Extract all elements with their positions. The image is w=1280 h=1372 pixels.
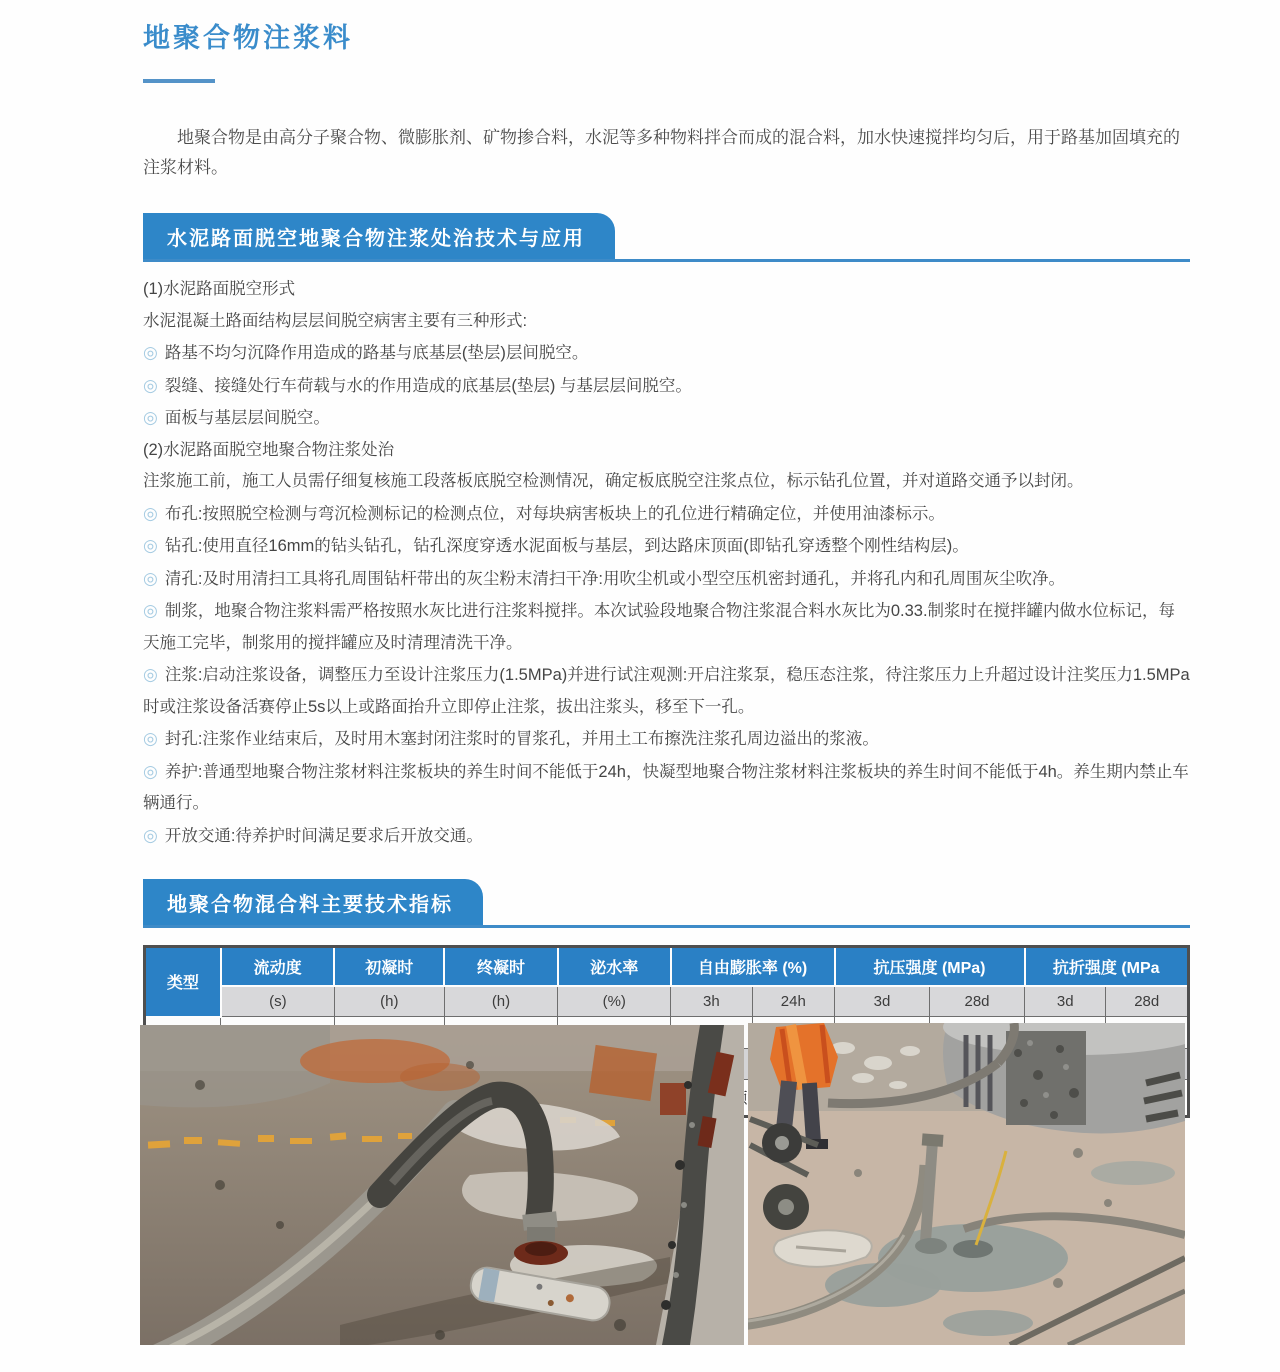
subheader-cell: 28d [930, 986, 1025, 1017]
subheader-cell: (s) [221, 986, 335, 1017]
bullet-line: ◎ 面板与基层层间脱空。 [143, 408, 330, 427]
bullet-line: ◎ 开放交通:待养护时间满足要求后开放交通。 [143, 825, 483, 845]
ring-bullet-icon: ◎ [143, 408, 158, 427]
header-cell: 抗折强度 (MPa [1025, 947, 1189, 987]
bullet-line: ◎ 布孔:按照脱空检测与弯沉检测标记的检测点位，对每块病害板块上的孔位进行精确定位，并使用油漆标示。 [143, 503, 945, 523]
table-header-row-top [145, 947, 1189, 987]
header-cell: 自由膨胀率 (%) [671, 947, 835, 987]
title-underline-dash [143, 79, 215, 83]
header-cell: 抗压强度 (MPa) [835, 947, 1025, 987]
header-cell: 初凝时 [334, 947, 444, 987]
bullet-line: ◎ 钻孔:使用直径16mm的钻头钻孔，钻孔深度穿透水泥面板与基层，到达路床顶面(即钻孔穿透整个刚性结构层)。 [143, 536, 969, 555]
bullet-line: ◎ 养护:普通型地聚合物注浆材料注浆板块的养生时间不能低于24h，快凝型地聚合物注浆材料注浆板块的养生时间不能低于4h。养生期内禁止车辆通行。 [143, 761, 1189, 812]
ring-bullet-icon: ◎ [143, 343, 158, 362]
header-cell: 终凝时 [444, 947, 558, 987]
text-line: 注浆施工前，施工人员需仔细复核施工段落板底脱空检测情况，确定板底脱空注浆点位，标示钻孔位置，并对道路交通予以封闭。 [143, 472, 1084, 490]
table-header-row-sub [145, 986, 1189, 1017]
photo-grouting-hole-pavement [140, 1025, 744, 1345]
bullet-line: ◎ 注浆:启动注浆设备，调整压力至设计注浆压力(1.5MPa)并进行试注观测:开启注浆泵，稳压态注浆，待注浆压力上升超过设计注奖压力1.5MPa时或注浆设备活赛停止5s以上或路面抬升立即停止注浆，拔出注浆头，移至下一孔。 [143, 665, 1190, 716]
ring-bullet-icon: ◎ [143, 375, 158, 395]
section1-banner-row [143, 213, 1190, 262]
ring-bullet-icon: ◎ [143, 665, 158, 684]
section1-body [143, 274, 1190, 852]
ring-bullet-icon: ◎ [143, 568, 158, 588]
bullet-line: ◎ 封孔:注浆作业结束后，及时用木塞封闭注浆时的冒浆孔，并用土工布擦洗注浆孔周边溢出的浆液。 [143, 729, 879, 748]
section1-banner: 水泥路面脱空地聚合物注浆处治技术与应用 [143, 213, 615, 259]
text-line: (2)水泥路面脱空地聚合物注浆处治 [143, 440, 395, 459]
subheader-cell: (h) [444, 986, 558, 1017]
section2-banner-row [143, 879, 1190, 928]
subheader-cell: 3h [671, 986, 752, 1017]
subheader-cell: 3d [835, 986, 930, 1017]
bullet-line: ◎ 裂缝、接缝处行车荷载与水的作用造成的底基层(垫层) 与基层层间脱空。 [143, 375, 692, 395]
bullet-line: ◎ 清孔:及时用清扫工具将孔周围钻杆带出的灰尘粉末清扫干净:用吹尘机或小型空压机密封通孔，并将孔内和孔周围灰尘吹净。 [143, 568, 1066, 588]
subheader-cell: 28d [1106, 986, 1189, 1017]
bullet-line: ◎ 制浆，地聚合物注浆料需严格按照水灰比进行注浆料搅拌。本次试验段地聚合物注浆混合料水灰比为0.33.制浆时在搅拌罐内做水位标记，每天施工完毕，制浆用的搅拌罐应及时清理清洗干净。 [143, 601, 1176, 652]
text-line: (1)水泥路面脱空形式 [143, 280, 296, 298]
subheader-cell: (h) [334, 986, 444, 1017]
ring-bullet-icon: ◎ [143, 503, 158, 523]
header-cell: 流动度 [221, 947, 335, 987]
section2-banner: 地聚合物混合料主要技术指标 [143, 879, 483, 925]
page-content [143, 0, 1190, 1118]
ring-bullet-icon: ◎ [143, 601, 158, 620]
bullet-line: ◎ 路基不均匀沉降作用造成的路基与底基层(垫层)层间脱空。 [143, 343, 589, 362]
header-cell: 泌水率 [558, 947, 671, 987]
ring-bullet-icon: ◎ [143, 729, 158, 748]
subheader-cell: (%) [558, 986, 671, 1017]
ring-bullet-icon: ◎ [143, 536, 158, 555]
ring-bullet-icon: ◎ [143, 761, 158, 781]
header-cell-type: 类型 [145, 947, 221, 1017]
ring-bullet-icon: ◎ [143, 825, 158, 845]
photo-grouting-worksite [748, 1023, 1185, 1345]
subheader-cell: 3d [1025, 986, 1106, 1017]
intro-paragraph: 地聚合物是由高分子聚合物、微膨胀剂、矿物掺合料，水泥等多种物料拌合而成的混合料，加水快速搅拌均匀后，用于路基加固填充的注浆材料。 [143, 128, 1180, 177]
subheader-cell: 24h [752, 986, 834, 1017]
page-title: 地聚合物注浆料 [143, 23, 353, 53]
text-line: 水泥混凝土路面结构层层间脱空病害主要有三种形式: [143, 311, 528, 330]
